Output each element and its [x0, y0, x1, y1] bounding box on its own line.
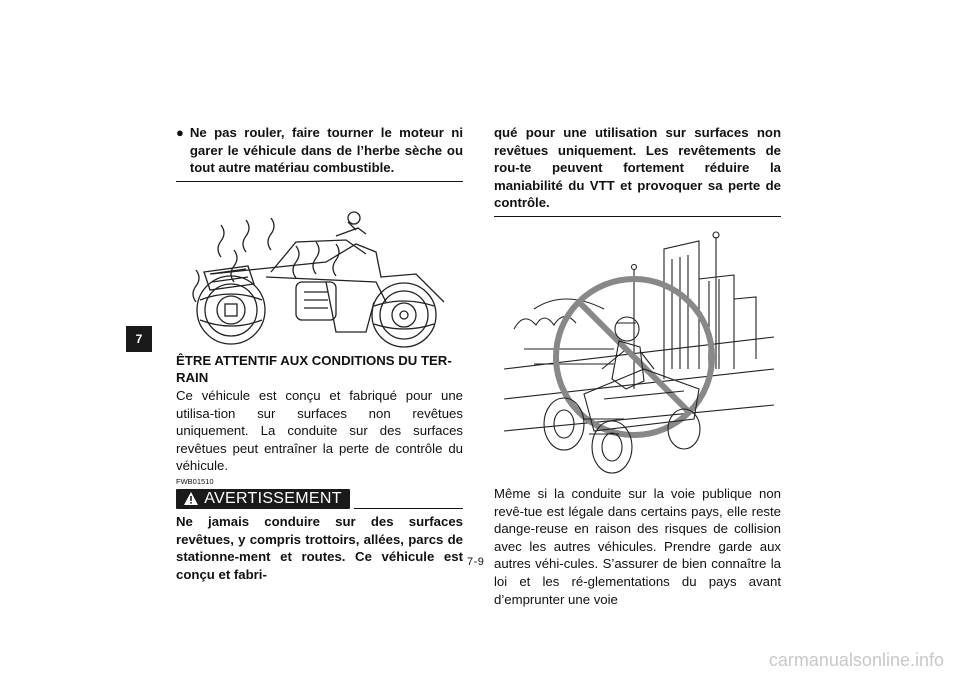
- section-heading: ÊTRE ATTENTIF AUX CONDITIONS DU TER-RAIN: [176, 352, 452, 386]
- right-column: [494, 124, 781, 608]
- divider-rule-right: [494, 216, 781, 217]
- bullet-warning: [176, 124, 463, 177]
- left-column: [176, 124, 463, 583]
- watermark: carmanualsonline.info: [768, 650, 944, 670]
- road-body-text: Même si la conduite sur la voie publique non revê-tue est légale dans certains pays, elle reste dange-reuse en raison des risques de collision avec les autres véhicules. Prendre garde aux autres véhi-cules. S’assurer de bien connaître la loi et les ré-glementations du pays avant d’emprunter une voie: [494, 485, 781, 607]
- bullet-icon: ●: [176, 125, 184, 140]
- warning-header: [176, 489, 463, 509]
- warning-label-box: [176, 489, 350, 509]
- atv-fire-hazard-illustration: [176, 182, 463, 352]
- atv-on-road-prohibited-illustration: [494, 219, 781, 481]
- section-body: Ce véhicule est conçu et fabriqué pour une utilisa-tion sur surfaces non revêtues uniquement. La conduite sur des surfaces revêtues peut entraîner la perte de contrôle du véhicule.: [176, 387, 463, 474]
- warning-text-continued: qué pour une utilisation sur surfaces non revêtues uniquement. Les revêtements de rou-te peuvent fortement réduire la maniabilité du VTT et provoquer sa perte de contrôle.: [494, 125, 781, 211]
- warning-label: AVERTISSEMENT: [204, 490, 342, 508]
- page-number: 7-9: [467, 556, 485, 568]
- warning-text: Ne jamais conduire sur des surfaces revêtues, y compris trottoirs, allées, parcs de stationne-ment et routes. Ce véhicule est conçu et fabri-: [176, 513, 463, 582]
- reference-code: FWB01510: [176, 476, 214, 486]
- warning-triangle-icon: [184, 492, 198, 505]
- bullet-text: Ne pas rouler, faire tourner le moteur ni garer le véhicule dans de l’herbe sèche ou tout autre matériau combustible.: [189, 125, 463, 176]
- warning-rule: [354, 508, 463, 509]
- chapter-tab: 7: [126, 326, 152, 352]
